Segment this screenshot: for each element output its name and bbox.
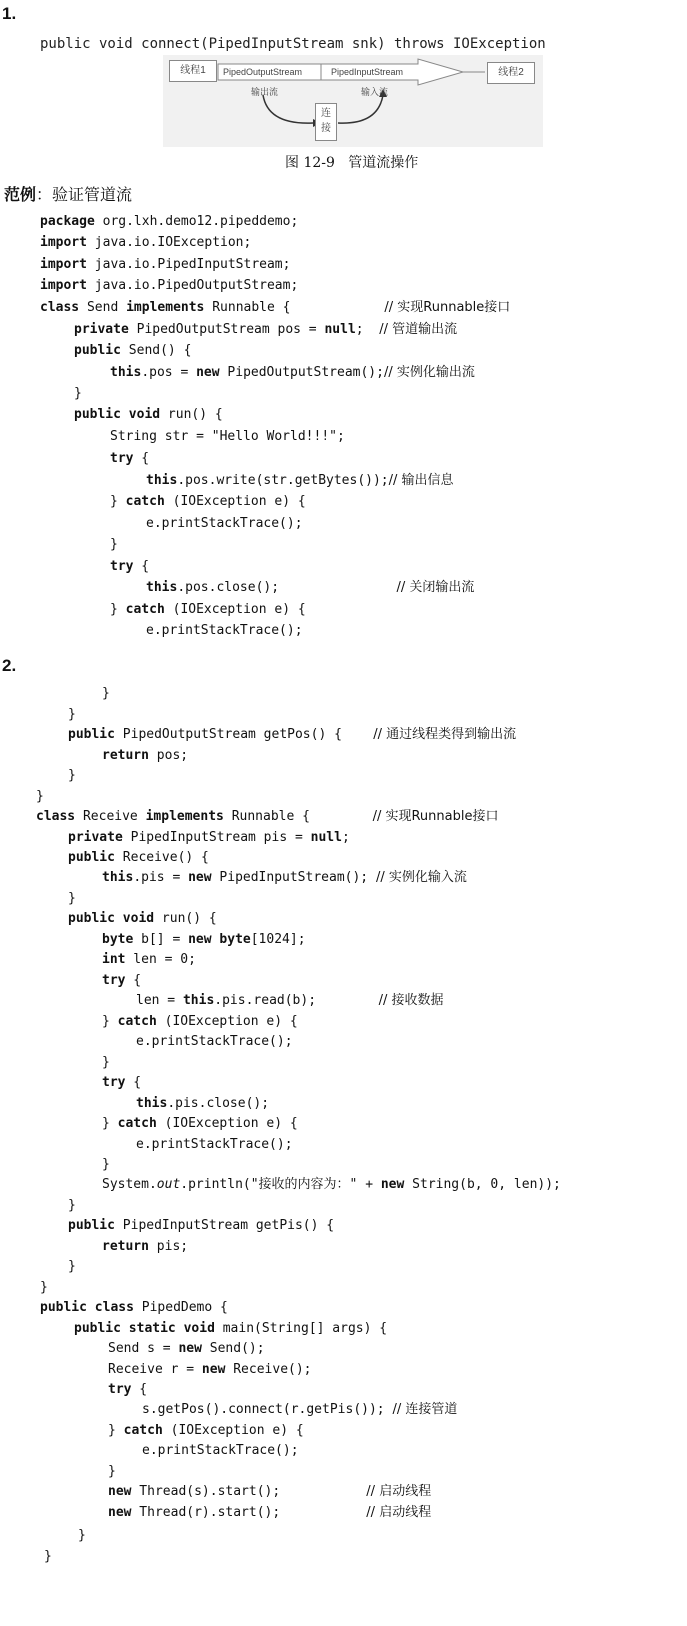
code-text: Receive r = <box>108 1362 202 1377</box>
code-line <box>108 1340 265 1358</box>
code-text <box>121 407 129 422</box>
code-text: PipedOutputStream getPos() { <box>114 727 374 742</box>
code-line <box>102 1013 298 1031</box>
code-text: .pos.close(); <box>177 580 397 595</box>
code-line <box>110 428 345 446</box>
code-line <box>108 1463 116 1481</box>
code-text: Receive <box>75 809 146 824</box>
code-text: [1024]; <box>250 932 306 947</box>
code-keyword: new <box>188 870 212 885</box>
code-line <box>102 1156 110 1174</box>
code-keyword: byte <box>102 932 134 947</box>
code-text: } <box>110 494 126 509</box>
code-keyword: new <box>380 1177 405 1192</box>
code-text: PipedOutputStream(); <box>219 365 384 380</box>
code-line <box>146 622 303 640</box>
code-text: PipedInputStream pis = <box>122 830 311 845</box>
code-comment: // 启动线程 <box>366 1505 432 1520</box>
code-line <box>68 890 76 908</box>
code-text: (IOException e) { <box>164 494 306 509</box>
code-comment: // 实现Runnable接口 <box>384 300 511 315</box>
code-keyword: new <box>108 1505 132 1520</box>
code-keyword: private <box>74 322 129 337</box>
code-line <box>110 493 306 511</box>
code-text: Send(); <box>201 1341 265 1356</box>
code-line <box>108 1483 431 1501</box>
code-text: String str = "Hello World!!!"; <box>110 429 345 444</box>
code-text: String(b, 0, len)); <box>404 1177 561 1192</box>
code-comment: // 连接管道 <box>392 1402 458 1417</box>
code-line <box>108 1504 431 1522</box>
code-comment: // 接收数据 <box>378 993 444 1008</box>
code-text: .pis.close(); <box>167 1096 270 1111</box>
code-text: pis; <box>148 1239 189 1254</box>
code-text: } <box>108 1423 124 1438</box>
code-text <box>176 1321 184 1336</box>
code-text: PipedOutputStream pos = <box>128 322 325 337</box>
code-text: b[] = <box>133 932 189 947</box>
code-text: } <box>110 602 126 617</box>
code-text: Receive() { <box>114 850 209 865</box>
code-line <box>68 706 76 724</box>
code-keyword: package <box>40 214 95 229</box>
code-line <box>102 1115 298 1133</box>
code-text: (IOException e) { <box>162 1423 304 1438</box>
code-line <box>110 364 475 382</box>
code-text: Send s = <box>108 1341 179 1356</box>
code-text: { <box>133 559 150 574</box>
code-line <box>102 931 306 949</box>
code-line <box>74 342 191 360</box>
code-text: org.lxh.demo12.pipeddemo; <box>94 214 299 229</box>
code-text: System. <box>102 1177 157 1192</box>
code-line <box>108 1381 147 1399</box>
code-text: } <box>68 707 76 722</box>
code-line <box>36 808 498 826</box>
code-line <box>68 767 76 785</box>
code-comment: // 通过线程类得到输出流 <box>373 727 517 742</box>
code-text: } <box>78 1528 86 1543</box>
code-keyword: public <box>74 407 121 422</box>
in-curve <box>338 95 383 123</box>
code-line <box>40 256 290 274</box>
code-text: .pis.read(b); <box>214 993 379 1008</box>
code-text: } <box>68 1198 76 1213</box>
code-text: Runnable { <box>204 300 385 315</box>
code-keyword: try <box>108 1382 132 1397</box>
code-line <box>136 992 444 1010</box>
figure-caption: 图 12-9 管道流操作 <box>285 155 419 171</box>
code-keyword: this <box>102 870 134 885</box>
code-keyword: null <box>324 322 356 337</box>
example-title <box>4 182 132 205</box>
section-number-1: 1. <box>2 4 17 23</box>
in-flow-label: 输入流 <box>361 87 389 97</box>
code-text: } <box>110 537 118 552</box>
code-text: { <box>125 1075 142 1090</box>
example-title-text: ：验证管道流 <box>36 185 133 204</box>
code-line <box>40 299 510 317</box>
code-line <box>36 788 44 806</box>
code-line <box>102 685 110 703</box>
code-text: PipedInputStream(); <box>211 870 376 885</box>
code-text: } <box>102 1055 110 1070</box>
code-keyword: return <box>102 1239 149 1254</box>
code-keyword: public <box>74 343 121 358</box>
code-text: { <box>133 451 150 466</box>
code-text: .pis = <box>133 870 189 885</box>
code-line <box>136 1033 293 1051</box>
code-keyword: this <box>182 993 215 1008</box>
thread1-label: 线程1 <box>180 65 206 76</box>
code-text: } <box>74 386 82 401</box>
code-text <box>121 1321 129 1336</box>
code-text: } <box>102 1014 118 1029</box>
code-keyword: try <box>110 451 134 466</box>
code-keyword: this <box>146 580 178 595</box>
code-line <box>136 1136 293 1154</box>
code-keyword: import <box>40 278 87 293</box>
code-keyword: implements <box>126 300 205 315</box>
example-title-label: 范例 <box>4 185 37 204</box>
code-keyword: this <box>136 1096 168 1111</box>
code-text <box>115 911 123 926</box>
code-line <box>110 601 306 619</box>
code-text: { <box>131 1382 148 1397</box>
code-keyword: public <box>68 727 115 742</box>
code-keyword: public <box>68 1218 115 1233</box>
code-line <box>40 213 298 231</box>
code-comment: // 实例化输入流 <box>375 870 467 885</box>
code-line <box>68 726 516 744</box>
code-line <box>110 450 149 468</box>
code-text: java.io.PipedOutputStream; <box>86 278 299 293</box>
code-text: run() { <box>160 407 223 422</box>
code-keyword: implements <box>145 809 224 824</box>
code-keyword: class <box>94 1300 134 1315</box>
code-line <box>68 849 209 867</box>
code-text: } <box>102 1116 118 1131</box>
code-line <box>136 1095 269 1113</box>
code-line <box>68 1197 76 1215</box>
in-stream-label: PipedInputStream <box>331 67 404 77</box>
code-keyword: try <box>110 559 134 574</box>
code-line <box>142 1401 457 1419</box>
code-text: java.io.IOException; <box>86 235 252 250</box>
code-keyword: this <box>146 473 178 488</box>
code-line <box>68 910 217 928</box>
code-text: } <box>102 686 110 701</box>
code-text: Thread(r).start(); <box>131 1505 367 1520</box>
code-line <box>142 1442 299 1460</box>
code-text: PipedDemo { <box>133 1300 228 1315</box>
code-keyword: public <box>40 1300 87 1315</box>
code-text: Thread(s).start(); <box>131 1484 367 1499</box>
thread2-label: 线程2 <box>498 67 524 78</box>
code-text: (IOException e) { <box>156 1014 298 1029</box>
code-line <box>102 972 141 990</box>
code-line <box>102 1054 110 1072</box>
code-comment: // 管道输出流 <box>379 322 458 337</box>
code-text: len = <box>136 993 183 1008</box>
code-line <box>146 472 454 490</box>
code-comment: // 关闭输出流 <box>396 580 475 595</box>
code-text: } <box>40 1280 48 1295</box>
code-keyword: new <box>196 365 220 380</box>
code-text: (IOException e) { <box>156 1116 298 1131</box>
code-line <box>74 385 82 403</box>
code-keyword: void <box>122 911 155 926</box>
code-line <box>74 1320 387 1338</box>
code-line <box>78 1527 86 1545</box>
code-text: } <box>44 1549 52 1564</box>
code-text <box>87 1300 95 1315</box>
code-line <box>40 1279 48 1297</box>
code-text: Send() { <box>120 343 192 358</box>
code-keyword: int <box>102 952 126 967</box>
code-text: out <box>156 1177 181 1192</box>
code-text: ; <box>355 322 380 337</box>
code-text: Receive(); <box>225 1362 312 1377</box>
code-line <box>68 829 350 847</box>
code-line <box>40 277 298 295</box>
out-curve <box>263 95 313 123</box>
code-text: } <box>68 891 76 906</box>
code-line <box>68 1258 76 1276</box>
code-line <box>102 869 467 887</box>
code-keyword: this <box>110 365 142 380</box>
code-text: pos; <box>148 748 189 763</box>
code-comment: // 启动线程 <box>366 1484 432 1499</box>
code-comment: // 实现Runnable接口 <box>372 809 499 824</box>
code-text: } <box>108 1464 116 1479</box>
code-keyword: try <box>102 1075 126 1090</box>
code-keyword: private <box>68 830 123 845</box>
code-line <box>146 579 474 597</box>
code-keyword: catch <box>125 494 165 509</box>
code-line <box>108 1361 312 1379</box>
code-keyword: new <box>188 932 212 947</box>
code-keyword: import <box>40 235 87 250</box>
connect-box: 连 接 <box>315 103 337 141</box>
code-line <box>102 1238 188 1256</box>
code-text: ; <box>341 830 350 845</box>
code-line <box>108 1422 304 1440</box>
code-line <box>40 234 251 252</box>
code-text: run() { <box>154 911 217 926</box>
code-text: { <box>125 973 142 988</box>
code-keyword: void <box>128 407 161 422</box>
code-keyword: public <box>68 850 115 865</box>
code-text: e.printStackTrace(); <box>136 1034 293 1049</box>
code-keyword: return <box>102 748 149 763</box>
code-text: .println("接收的内容为：" + <box>180 1177 381 1192</box>
code-keyword: static <box>128 1321 176 1336</box>
code-keyword: catch <box>123 1423 163 1438</box>
code-line <box>146 515 303 533</box>
code-text: e.printStackTrace(); <box>146 623 303 638</box>
code-keyword: byte <box>219 932 251 947</box>
code-line <box>44 1548 52 1566</box>
code-keyword: public <box>74 1321 121 1336</box>
code-keyword: class <box>36 809 76 824</box>
thread2-box <box>487 62 535 84</box>
code-text: java.io.PipedInputStream; <box>86 257 291 272</box>
out-stream-label: PipedOutputStream <box>223 67 303 77</box>
section-number-2: 2. <box>2 656 17 675</box>
code-line <box>74 406 223 424</box>
code-keyword: catch <box>125 602 165 617</box>
code-keyword: class <box>40 300 80 315</box>
out-flow-label: 输出流 <box>251 87 279 97</box>
code-text: .pos = <box>141 365 197 380</box>
code-text: (IOException e) { <box>164 602 306 617</box>
code-text: } <box>102 1157 110 1172</box>
code-text: main(String[] args) { <box>214 1321 388 1336</box>
code-comment: // 输出信息 <box>388 473 454 488</box>
code-keyword: catch <box>117 1116 157 1131</box>
code-line <box>40 1299 228 1317</box>
code-text: len = 0; <box>125 952 196 967</box>
method-signature: public void connect(PipedInputStream snk) throws IOException <box>40 36 546 52</box>
code-keyword: import <box>40 257 87 272</box>
code-keyword: new <box>108 1484 132 1499</box>
code-line <box>74 321 457 339</box>
code-keyword: public <box>68 911 115 926</box>
code-text: Runnable { <box>223 809 373 824</box>
code-line <box>68 1217 334 1235</box>
code-keyword: catch <box>117 1014 157 1029</box>
code-text: s.getPos().connect(r.getPis()); <box>142 1402 393 1417</box>
code-line <box>102 1074 141 1092</box>
code-comment: // 实例化输出流 <box>383 365 475 380</box>
pipe-diagram <box>163 55 543 147</box>
code-keyword: try <box>102 973 126 988</box>
code-text: e.printStackTrace(); <box>146 516 303 531</box>
code-text: e.printStackTrace(); <box>142 1443 299 1458</box>
code-text: PipedInputStream getPis() { <box>114 1218 335 1233</box>
code-text: .pos.write(str.getBytes()); <box>177 473 389 488</box>
code-text: e.printStackTrace(); <box>136 1137 293 1152</box>
code-keyword: new <box>178 1341 202 1356</box>
code-text: Send <box>79 300 127 315</box>
code-text: } <box>68 1259 76 1274</box>
code-line <box>102 951 196 969</box>
code-text: } <box>36 789 44 804</box>
code-keyword: new <box>201 1362 226 1377</box>
code-line <box>102 747 188 765</box>
code-line <box>110 536 118 554</box>
code-text: } <box>68 768 76 783</box>
code-keyword: void <box>183 1321 215 1336</box>
code-line <box>110 558 149 576</box>
code-line <box>102 1176 561 1194</box>
code-keyword: null <box>310 830 342 845</box>
